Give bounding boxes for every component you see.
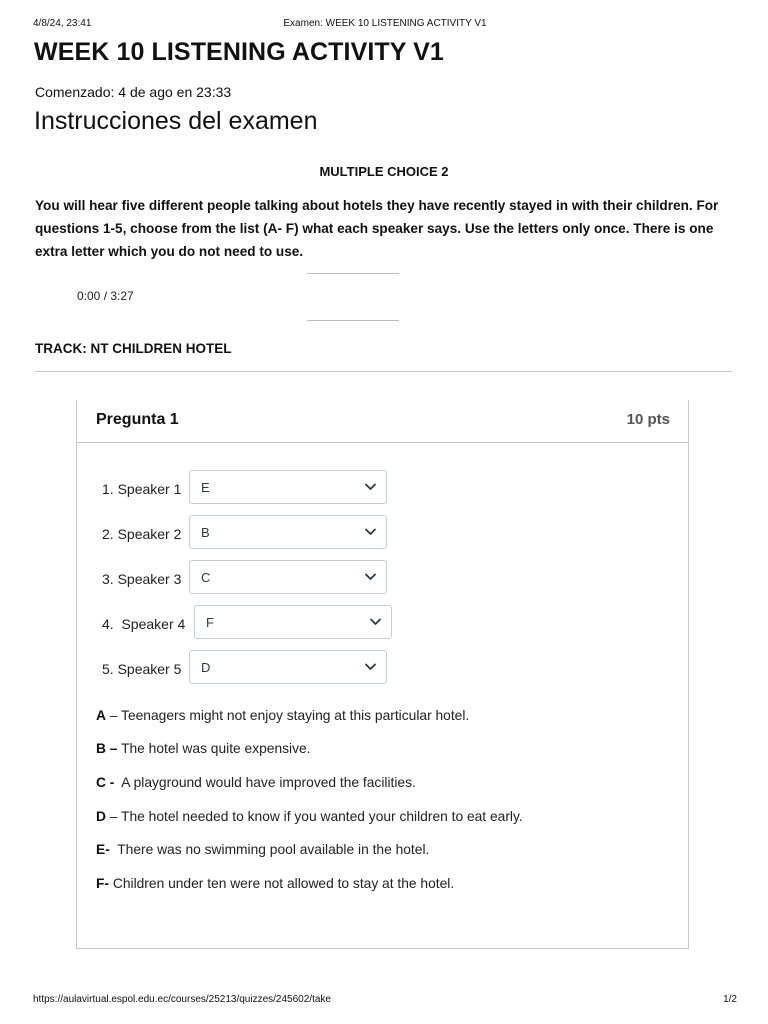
speaker-4-select[interactable] (194, 605, 392, 639)
page-title: WEEK 10 LISTENING ACTIVITY V1 (34, 38, 444, 66)
option-text: Children under ten were not allowed to stay at the hotel. (109, 876, 455, 891)
speaker-label: 4. Speaker 4 (102, 616, 186, 632)
print-document-title: Examen: WEEK 10 LISTENING ACTIVITY V1 (283, 18, 487, 29)
question-header (77, 400, 688, 443)
audio-player-bottom-divider (307, 320, 399, 321)
question-points: 10 pts (626, 411, 670, 428)
option-text: The hotel was quite expensive. (117, 741, 311, 756)
instructions-title: Instrucciones del examen (34, 107, 318, 135)
chevron-down-icon (369, 615, 382, 628)
chevron-down-icon (364, 660, 377, 673)
speaker-label: 5. Speaker 5 (102, 661, 182, 677)
speaker-3-select[interactable] (189, 560, 387, 594)
option-letter: F- (96, 876, 110, 891)
option-letter: E- (96, 842, 110, 857)
option-letter: C - (96, 775, 115, 790)
speaker-1-select[interactable] (189, 470, 387, 504)
audio-player-top-divider (307, 273, 399, 274)
track-label: TRACK: NT CHILDREN HOTEL (35, 341, 232, 356)
option-text: There was no swimming pool available in the hotel. (109, 842, 430, 857)
speaker-5-select[interactable] (189, 650, 387, 684)
answer-row (77, 515, 688, 551)
speaker-label: 2. Speaker 2 (102, 526, 182, 542)
instructions-text: You will hear five different people talking about hotels they have recently stayed in with their children. For questions 1-5, choose from the list (A- F) what each speaker says. Use the letters only once. There is one extra letter which you do not need to use. (35, 198, 719, 259)
started-timestamp: Comenzado: 4 de ago en 23:33 (35, 84, 232, 100)
option-e (96, 842, 429, 857)
select-value: C (201, 570, 211, 585)
option-letter: D (96, 809, 106, 824)
print-header (33, 18, 737, 32)
select-value: D (201, 660, 211, 675)
select-value: F (206, 615, 214, 630)
select-value: B (201, 525, 210, 540)
question-title: Pregunta 1 (96, 411, 179, 428)
answer-row (77, 605, 688, 641)
option-c (96, 775, 416, 790)
option-letter: A (96, 708, 106, 723)
print-footer (33, 994, 737, 1008)
section-divider (35, 371, 732, 372)
answer-row (77, 560, 688, 596)
chevron-down-icon (364, 525, 377, 538)
speaker-label: 1. Speaker 1 (102, 481, 182, 497)
print-url: https://aulavirtual.espol.edu.ec/courses/25213/quizzes/245602/take (33, 994, 331, 1005)
multiple-choice-heading: MULTIPLE CHOICE 2 (319, 164, 449, 179)
answer-row (77, 650, 688, 686)
option-a (96, 708, 469, 723)
option-b (96, 741, 311, 756)
option-text: – Teenagers might not enjoy staying at this particular hotel. (105, 708, 470, 723)
question-card (76, 400, 689, 949)
option-d (96, 809, 523, 824)
chevron-down-icon (364, 570, 377, 583)
select-value: E (201, 480, 210, 495)
option-text: A playground would have improved the facilities. (114, 775, 416, 790)
print-date: 4/8/24, 23:41 (33, 18, 92, 29)
option-text: – The hotel needed to know if you wanted your children to eat early. (105, 809, 523, 824)
speaker-label: 3. Speaker 3 (102, 571, 182, 587)
option-letter: B – (96, 741, 118, 756)
chevron-down-icon (364, 480, 377, 493)
print-page-number: 1/2 (723, 994, 737, 1005)
answer-row (77, 470, 688, 506)
audio-player-time[interactable]: 0:00 / 3:27 (77, 289, 134, 303)
option-f (96, 876, 454, 891)
speaker-2-select[interactable] (189, 515, 387, 549)
